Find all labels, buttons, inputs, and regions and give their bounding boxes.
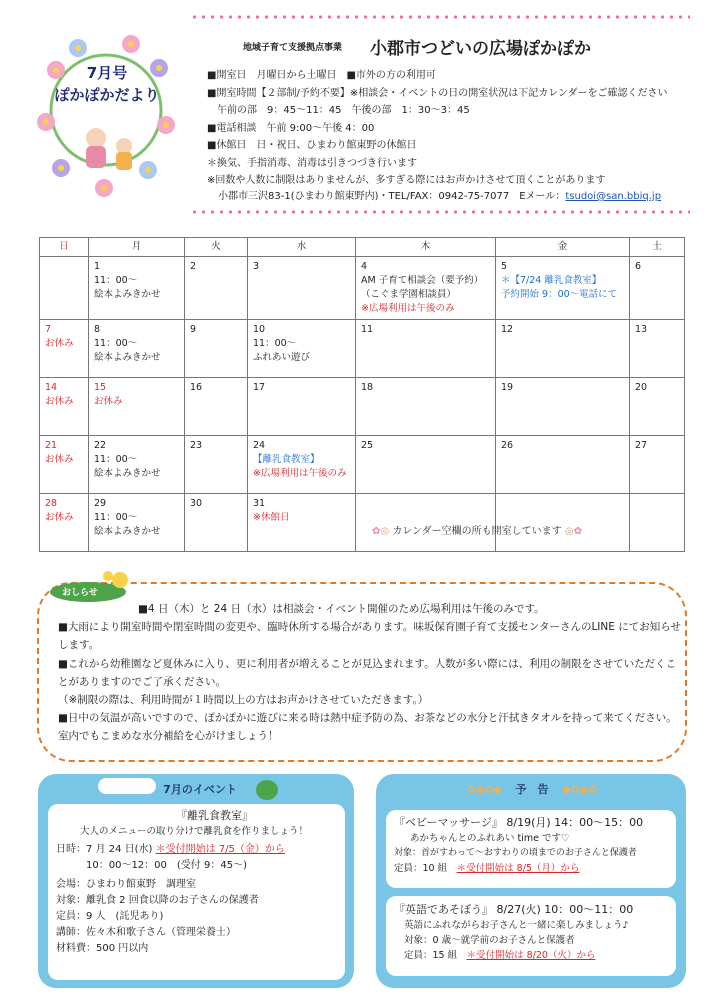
preview-item-1 (394, 815, 674, 876)
july-event-body (56, 808, 344, 957)
calendar-day-cell (89, 436, 185, 494)
preview-title-row (394, 815, 674, 831)
preview-datetime: 8/27(火) 10：00〜11：00 (496, 903, 634, 916)
calendar-day-cell (496, 436, 630, 494)
candy-icon: ✿ (573, 526, 582, 537)
info-line: ■休館日 日・祝日、ひまわり館東野の休館日 (207, 140, 417, 151)
calendar-day-cell (40, 378, 89, 436)
day-event: ※広場利用は午後のみ (253, 468, 347, 479)
calendar-day-cell (40, 436, 89, 494)
calendar-day-cell (630, 257, 685, 320)
sunflower-icon: ◆✿◆✿ (562, 783, 598, 796)
calendar-day-cell (89, 257, 185, 320)
day-number: 17 (253, 382, 266, 393)
calendar-week (40, 436, 685, 494)
calendar-day-cell (40, 494, 89, 552)
address-text: 小郡市三沢83-1(ひまわり館東野内)・TEL/FAX：0942-75-7077 Eメール： (218, 191, 566, 202)
day-event: 絵本よみきかせ (94, 526, 161, 537)
calendar-note-text: カレンダー空欄の所も開室しています (392, 526, 562, 537)
calendar-day-cell (89, 494, 185, 552)
july-event-heading: 7月のイベント (163, 783, 237, 796)
calendar-week (40, 494, 685, 552)
event-date-row (56, 842, 344, 858)
preview-heading-row (392, 781, 672, 797)
weekday-wed: 水 (248, 238, 356, 257)
calendar-header-row (40, 238, 685, 257)
calendar-day-cell (496, 378, 630, 436)
day-number: 31 (253, 498, 266, 509)
day-number: 22 (94, 440, 107, 451)
day-number: 1 (94, 261, 101, 272)
day-number: 24 (253, 440, 266, 451)
day-number: 9 (190, 324, 197, 335)
donut-icon: ◎ (380, 526, 390, 537)
calendar-day-cell (630, 320, 685, 378)
notice-badge-label: おしらせ (62, 588, 98, 598)
notice-paragraph: ■4 日（木）と 24 日（水）は相談会・イベント開催のため広場利用は午後のみです。 (138, 603, 545, 615)
sunflower-icon: ✿◆✿◆ (466, 783, 502, 796)
preview-capacity-row (394, 861, 674, 876)
event-date-note: ＊受付開始は 7/5（金）から (155, 844, 285, 855)
info-line: 午前の部 9：45〜11：45 午後の部 1：30〜3：45 (207, 105, 470, 116)
event-date: 日時：7 月 24 日(水) (56, 844, 153, 855)
newsletter-name: ぽかぽかだより (54, 86, 160, 104)
day-number: 26 (501, 440, 514, 451)
issue-title (42, 62, 172, 106)
day-number: 27 (635, 440, 648, 451)
calendar-day-cell (496, 320, 630, 378)
day-event: お休み (45, 512, 74, 523)
weekday-thu: 木 (356, 238, 496, 257)
calendar-day-cell (248, 257, 356, 320)
day-number: 4 (361, 261, 368, 272)
preview-title: 『英語であそぼう』 (394, 903, 493, 916)
day-number: 15 (94, 382, 107, 393)
day-number: 20 (635, 382, 648, 393)
day-number: 29 (94, 498, 107, 509)
day-event: お休み (45, 396, 74, 407)
calendar-day-cell (185, 257, 248, 320)
preview-capacity-note: ＊受付開始は 8/5（月）から (456, 863, 580, 874)
event-fee: 材料費：500 円以内 (56, 943, 149, 954)
calendar-day-cell (630, 494, 685, 552)
info-line: ＊換気、手指消毒、消毒は引きつづき行います (207, 157, 417, 169)
event-description: 大人のメニューの取り分けで離乳食を作りましょう！ (80, 826, 309, 837)
info-line: ■開室時間【２部制/予約不要】※相談会・イベントの日の開室状況は下記カレンダーをご確認ください (207, 87, 668, 99)
calendar-day-cell (356, 257, 496, 320)
info-line: ※回数や人数に制限はありませんが、多すぎる際にはお声かけさせて頂くことがあります (207, 175, 606, 186)
calendar-day-cell (356, 436, 496, 494)
calendar-day-cell (356, 320, 496, 378)
tree-icon (256, 780, 278, 800)
preview-heading: 予 告 (515, 783, 549, 796)
event-venue: 会場：ひまわり館東野 調理室 (56, 879, 196, 890)
facility-info (207, 67, 707, 190)
preview-title-row (394, 902, 674, 918)
day-number: 30 (190, 498, 203, 509)
day-event: 11：00〜 (94, 338, 138, 349)
preview-capacity: 定員：15 組 (404, 950, 458, 961)
calendar-day-cell (248, 436, 356, 494)
info-line: ■開室日 月曜日から土曜日 ■市外の方の利用可 (207, 70, 436, 81)
calendar-day-cell (89, 320, 185, 378)
preview-capacity-row (404, 948, 674, 963)
day-number: 25 (361, 440, 374, 451)
notice-paragraph: （※制限の際は、利用時間が１時間以上の方はお声かけさせていただきます。） (58, 694, 429, 707)
calendar-day-cell (185, 436, 248, 494)
candy-icon: ✿ (372, 526, 381, 537)
day-event: 11：00〜 (94, 275, 138, 286)
preview-desc: 英語にふれながらお子さんと一緒に楽しみましょう♪ (404, 920, 629, 931)
day-event: ＊【7/24 離乳食教室】 (501, 275, 602, 286)
calendar-day-cell (248, 320, 356, 378)
day-number: 21 (45, 440, 58, 451)
weekday-sun: 日 (40, 238, 89, 257)
day-event: ふれあい遊び (253, 352, 311, 363)
preview-item-2 (394, 902, 674, 963)
day-event: 絵本よみきかせ (94, 468, 161, 479)
calendar-week (40, 378, 685, 436)
preview-target: 対象：0 歳〜就学前のお子さんと保護者 (404, 935, 575, 946)
bottom-dotted-divider (190, 210, 690, 214)
day-number: 7 (45, 324, 52, 335)
calendar-day-cell (40, 320, 89, 378)
day-number: 28 (45, 498, 58, 509)
preview-desc: あかちゃんとのふれあい time です♡ (410, 833, 570, 844)
day-event: 【離乳食教室】 (253, 454, 320, 465)
calendar-day-cell (496, 257, 630, 320)
event-lecturer: 講師：佐々木和歌子さん（管理栄養士） (56, 927, 236, 938)
day-number: 8 (94, 324, 101, 335)
weekday-fri: 金 (496, 238, 630, 257)
event-title: 『離乳食教室』 (176, 809, 253, 822)
day-number: 3 (253, 261, 260, 272)
calendar-day-cell (40, 257, 89, 320)
day-event: 11：00〜 (94, 512, 138, 523)
day-event: ※広場利用は午後のみ (361, 303, 455, 314)
preview-capacity: 定員：10 組 (394, 863, 448, 874)
preview-capacity-note: ＊受付開始は 8/20（火）から (466, 950, 596, 961)
info-line: ■電話相談 午前 9:00〜午後 4：00 (207, 122, 375, 134)
day-event: AM 子育て相談会（要予約） (361, 275, 484, 286)
event-capacity: 定員：9 人 (託児あり) (56, 911, 164, 922)
calendar-day-cell (248, 494, 356, 552)
event-time: 10：00〜12：00 (受付 9：45〜) (56, 860, 247, 871)
day-number: 13 (635, 324, 648, 335)
facility-title: 小郡市つどいの広場ぽかぽか (370, 39, 591, 59)
weekday-sat: 土 (630, 238, 685, 257)
calendar-day-cell (630, 378, 685, 436)
day-number: 18 (361, 382, 374, 393)
day-number: 10 (253, 324, 266, 335)
day-event: お休み (45, 454, 74, 465)
day-event: 予約開始 9：00〜電話にて (501, 289, 618, 300)
notice-paragraph: ■日中の気温が高いですので、ぽかぽかに遊びに来る時は熱中症予防の為、お茶などの水分と汗拭きタオルを持って来てください。室内でもこまめな水分補給を心がけましょう！ (58, 712, 677, 743)
flower-wreath-illustration (36, 30, 176, 200)
day-event: （こぐま学園相談員） (361, 289, 457, 300)
calendar-week (40, 257, 685, 320)
notice-paragraph: ■大雨により開室時間や閉室時間の変更や、臨時休所する場合があります。味坂保育園子育て支援センターさんのLINE にてお知らせします。 (58, 621, 681, 652)
day-number: 14 (45, 382, 58, 393)
calendar-day-cell (185, 494, 248, 552)
calendar-week (40, 320, 685, 378)
day-event: 11：00〜 (253, 338, 297, 349)
notice-text (58, 600, 683, 746)
top-dotted-divider (190, 15, 690, 19)
calendar-day-cell (248, 378, 356, 436)
preview-title: 『ベビーマッサージ』 (394, 816, 503, 829)
calendar-day-cell (89, 378, 185, 436)
day-event: 11：00〜 (94, 454, 138, 465)
donut-icon: ◎ (564, 526, 574, 537)
issue-month: 7月号 (86, 64, 128, 82)
day-number: 2 (190, 261, 197, 272)
day-event: 絵本よみきかせ (94, 352, 161, 363)
day-event: お休み (45, 338, 74, 349)
weekday-mon: 月 (89, 238, 185, 257)
day-event: 絵本よみきかせ (94, 289, 161, 300)
calendar-day-cell (185, 378, 248, 436)
preview-target: 対象：首がすわって〜おすわりの頃までのお子さんと保護者 (394, 848, 637, 858)
contact-address (218, 187, 661, 202)
day-event: お休み (94, 396, 123, 407)
program-subtitle: 地域子育て支援拠点事業 (243, 43, 343, 53)
calendar-day-cell (356, 378, 496, 436)
calendar-day-cell (185, 320, 248, 378)
day-number: 5 (501, 261, 508, 272)
day-number: 23 (190, 440, 203, 451)
cloud-icon (98, 778, 156, 794)
calendar-day-cell (630, 436, 685, 494)
day-number: 6 (635, 261, 642, 272)
day-number: 11 (361, 324, 374, 335)
preview-datetime: 8/19(月) 14：00〜15：00 (506, 816, 644, 829)
event-target: 対象：離乳食 2 回食以降のお子さんの保護者 (56, 895, 259, 906)
email-link[interactable]: tsudoi@san.bbiq.jp (565, 191, 662, 202)
day-event: ※休館日 (253, 512, 290, 523)
day-number: 16 (190, 382, 203, 393)
calendar-table (39, 237, 685, 552)
weekday-tue: 火 (185, 238, 248, 257)
day-number: 12 (501, 324, 514, 335)
day-number: 19 (501, 382, 514, 393)
calendar-note (372, 522, 582, 537)
notice-paragraph: ■これから幼稚園など夏休みに入り、更に利用者が増えることが見込まれます。人数が多い際には、利用の制限をさせていただくことがありますのでご了承ください。 (58, 657, 677, 688)
